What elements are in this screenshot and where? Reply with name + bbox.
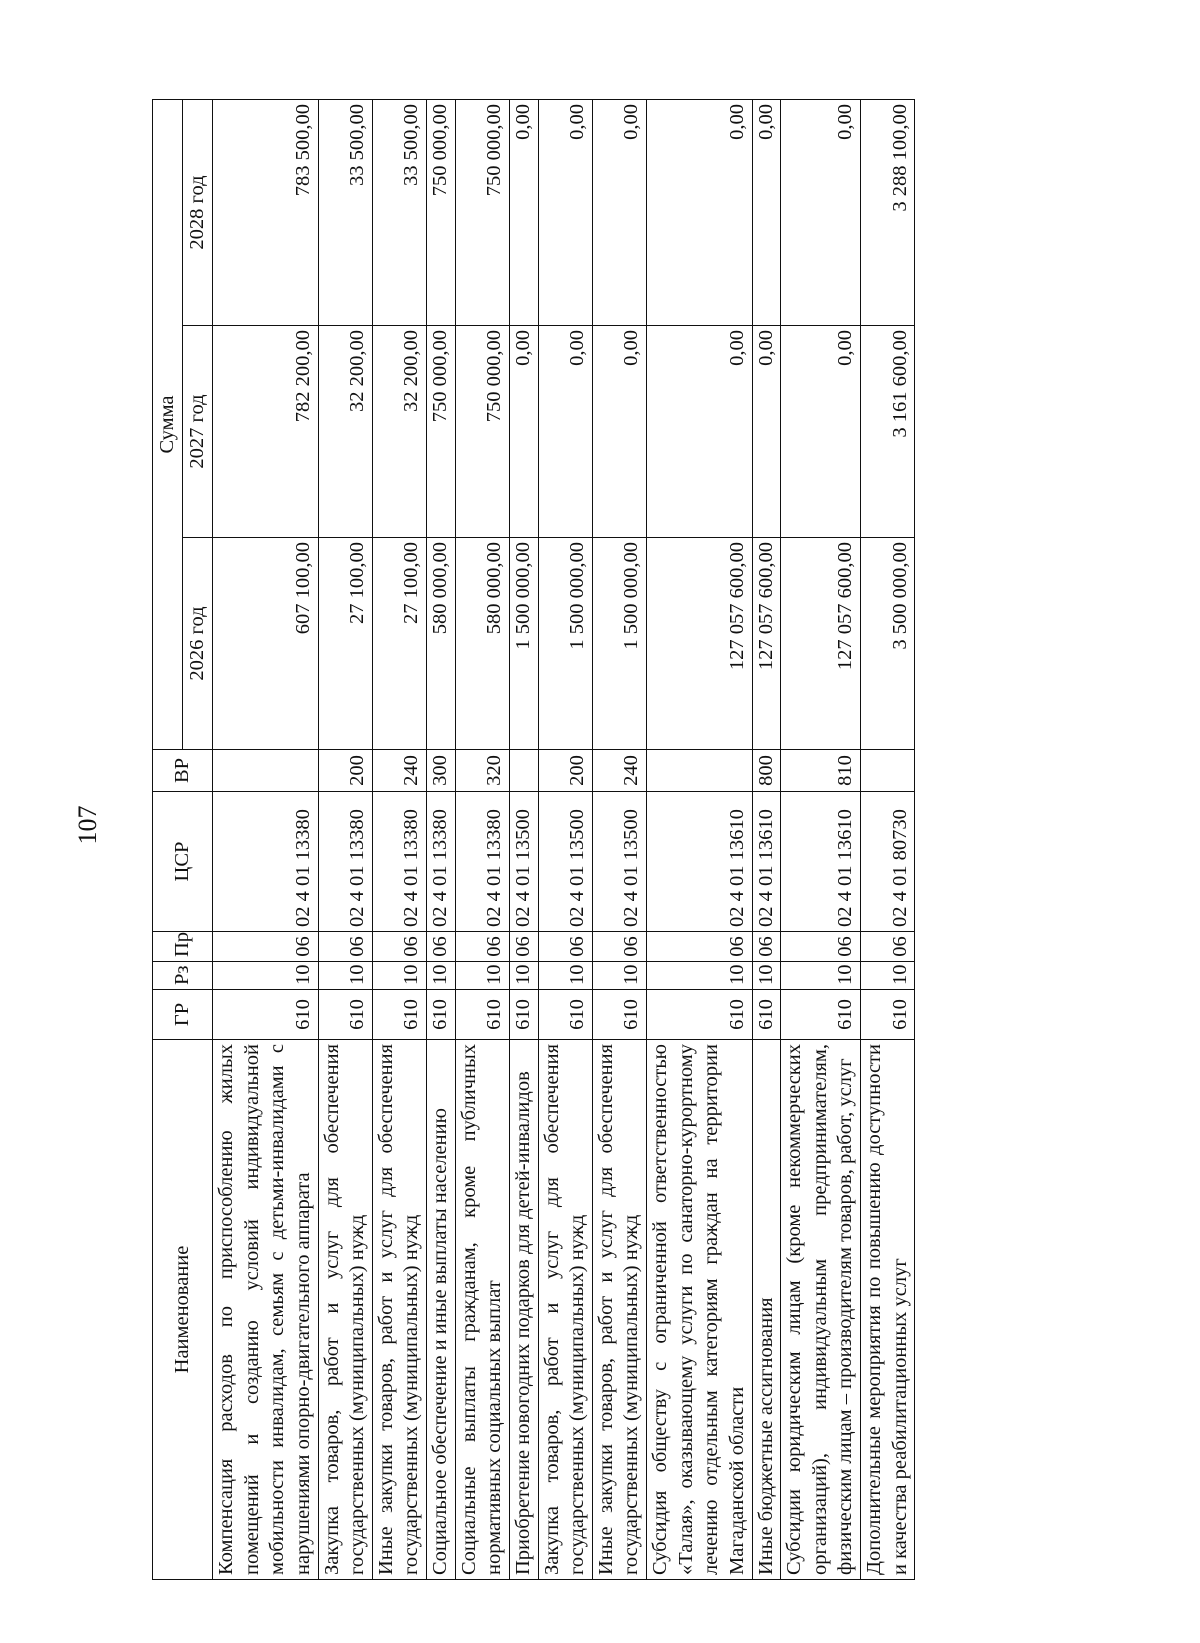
cell-amount-2028: 3 288 100,00 — [861, 99, 915, 325]
header-pr: Пр — [153, 932, 213, 962]
cell-vr: 800 — [752, 750, 781, 792]
cell-pr: 06 — [372, 932, 426, 962]
header-year-2026: 2026 год — [183, 538, 213, 750]
cell-csr: 02 4 01 13380 — [455, 792, 509, 932]
cell-vr: 240 — [592, 750, 646, 792]
cell-rz: 10 — [538, 962, 592, 990]
cell-csr: 02 4 01 13500 — [509, 792, 538, 932]
rotated-table-container — [152, 100, 1042, 1580]
cell-rz: 10 — [781, 962, 861, 990]
cell-name: Субсидия обществу с ограниченной ответственностью «Талая», оказывающему услуги по санаторно-курортному лечению отдельным категориям граждан на территории Магаданской области — [647, 1040, 753, 1580]
table-row — [372, 99, 426, 1579]
cell-pr: 06 — [647, 932, 753, 962]
cell-name: Закупка товаров, работ и услуг для обеспечения государственных (муниципальных) нужд — [538, 1040, 592, 1580]
cell-rz: 10 — [752, 962, 781, 990]
cell-amount-2026: 1 500 000,00 — [509, 538, 538, 750]
cell-gr: 610 — [781, 990, 861, 1040]
cell-csr: 02 4 01 13380 — [318, 792, 372, 932]
cell-amount-2026: 127 057 600,00 — [781, 538, 861, 750]
cell-gr: 610 — [372, 990, 426, 1040]
cell-csr: 02 4 01 13380 — [213, 792, 319, 932]
header-gr: ГР — [153, 990, 213, 1040]
cell-pr: 06 — [213, 932, 319, 962]
cell-rz: 10 — [318, 962, 372, 990]
table-body — [213, 99, 915, 1579]
cell-amount-2027: 0,00 — [538, 326, 592, 538]
cell-name: Иные закупки товаров, работ и услуг для обеспечения государственных (муниципальных) нужд — [592, 1040, 646, 1580]
cell-name: Дополнительные мероприятия по повышению доступности и качества реабилитационных услуг — [861, 1040, 915, 1580]
cell-gr: 610 — [538, 990, 592, 1040]
cell-csr: 02 4 01 13610 — [781, 792, 861, 932]
cell-name: Социальные выплаты гражданам, кроме публичных нормативных социальных выплат — [455, 1040, 509, 1580]
cell-amount-2026: 127 057 600,00 — [647, 538, 753, 750]
cell-rz: 10 — [372, 962, 426, 990]
cell-pr: 06 — [538, 932, 592, 962]
cell-amount-2028: 33 500,00 — [372, 99, 426, 325]
table-header — [153, 99, 213, 1579]
cell-pr: 06 — [318, 932, 372, 962]
cell-amount-2027: 0,00 — [509, 326, 538, 538]
cell-csr: 02 4 01 80730 — [861, 792, 915, 932]
cell-gr: 610 — [752, 990, 781, 1040]
header-year-2027: 2027 год — [183, 326, 213, 538]
cell-amount-2026: 27 100,00 — [318, 538, 372, 750]
header-name: Наименование — [153, 1040, 213, 1580]
table-row — [509, 99, 538, 1579]
cell-rz: 10 — [509, 962, 538, 990]
cell-gr: 610 — [647, 990, 753, 1040]
cell-gr: 610 — [427, 990, 456, 1040]
cell-pr: 06 — [509, 932, 538, 962]
cell-gr: 610 — [213, 990, 319, 1040]
header-vr: ВР — [153, 750, 213, 792]
cell-gr: 610 — [509, 990, 538, 1040]
table-row — [592, 99, 646, 1579]
cell-amount-2028: 0,00 — [538, 99, 592, 325]
cell-amount-2026: 580 000,00 — [455, 538, 509, 750]
cell-amount-2027: 32 200,00 — [372, 326, 426, 538]
table-row — [861, 99, 915, 1579]
cell-vr: 200 — [538, 750, 592, 792]
cell-amount-2028: 0,00 — [509, 99, 538, 325]
header-csr: ЦСР — [153, 792, 213, 932]
cell-rz: 10 — [861, 962, 915, 990]
header-year-2028: 2028 год — [183, 99, 213, 325]
cell-csr: 02 4 01 13500 — [538, 792, 592, 932]
cell-amount-2027: 0,00 — [647, 326, 753, 538]
cell-name: Субсидии юридическим лицам (кроме некоммерческих организаций), индивидуальным предпринимателям, физическим лицам – производителям товаров, работ, услуг — [781, 1040, 861, 1580]
cell-vr — [861, 750, 915, 792]
cell-amount-2028: 0,00 — [647, 99, 753, 325]
budget-table — [152, 99, 915, 1580]
cell-amount-2028: 783 500,00 — [213, 99, 319, 325]
cell-gr: 610 — [592, 990, 646, 1040]
cell-csr: 02 4 01 13610 — [752, 792, 781, 932]
cell-pr: 06 — [455, 932, 509, 962]
table-row — [427, 99, 456, 1579]
cell-amount-2028: 33 500,00 — [318, 99, 372, 325]
cell-amount-2027: 0,00 — [752, 326, 781, 538]
cell-amount-2027: 0,00 — [592, 326, 646, 538]
cell-gr: 610 — [455, 990, 509, 1040]
cell-name: Компенсация расходов по приспособлению жилых помещений и созданию условий индивидуальной мобильности инвалидам, семьям с детьми-инвалидами с нарушениями опорно-двигательного аппарата — [213, 1040, 319, 1580]
cell-pr: 06 — [752, 932, 781, 962]
cell-amount-2028: 0,00 — [592, 99, 646, 325]
cell-name: Закупка товаров, работ и услуг для обеспечения государственных (муниципальных) нужд — [318, 1040, 372, 1580]
cell-vr — [647, 750, 753, 792]
table-row — [213, 99, 319, 1579]
cell-amount-2027: 750 000,00 — [427, 326, 456, 538]
cell-rz: 10 — [455, 962, 509, 990]
cell-pr: 06 — [592, 932, 646, 962]
cell-amount-2027: 32 200,00 — [318, 326, 372, 538]
cell-csr: 02 4 01 13610 — [647, 792, 753, 932]
cell-csr: 02 4 01 13380 — [427, 792, 456, 932]
cell-vr: 320 — [455, 750, 509, 792]
cell-name: Социальное обеспечение и иные выплаты населению — [427, 1040, 456, 1580]
table-row — [752, 99, 781, 1579]
cell-amount-2026: 27 100,00 — [372, 538, 426, 750]
table-row — [318, 99, 372, 1579]
cell-pr: 06 — [427, 932, 456, 962]
cell-rz: 10 — [647, 962, 753, 990]
table-row — [647, 99, 753, 1579]
cell-pr: 06 — [781, 932, 861, 962]
cell-amount-2027: 3 161 600,00 — [861, 326, 915, 538]
cell-csr: 02 4 01 13380 — [372, 792, 426, 932]
cell-rz: 10 — [592, 962, 646, 990]
cell-vr: 200 — [318, 750, 372, 792]
cell-amount-2026: 127 057 600,00 — [752, 538, 781, 750]
cell-rz: 10 — [213, 962, 319, 990]
cell-amount-2026: 580 000,00 — [427, 538, 456, 750]
cell-vr: 300 — [427, 750, 456, 792]
cell-rz: 10 — [427, 962, 456, 990]
cell-amount-2026: 607 100,00 — [213, 538, 319, 750]
cell-name: Иные бюджетные ассигнования — [752, 1040, 781, 1580]
cell-amount-2028: 0,00 — [781, 99, 861, 325]
cell-pr: 06 — [861, 932, 915, 962]
cell-amount-2028: 750 000,00 — [427, 99, 456, 325]
cell-amount-2026: 3 500 000,00 — [861, 538, 915, 750]
cell-vr: 810 — [781, 750, 861, 792]
cell-name: Приобретение новогодних подарков для детей-инвалидов — [509, 1040, 538, 1580]
cell-vr — [213, 750, 319, 792]
table-row — [455, 99, 509, 1579]
cell-name: Иные закупки товаров, работ и услуг для обеспечения государственных (муниципальных) нужд — [372, 1040, 426, 1580]
page-number: 107 — [73, 805, 102, 845]
cell-csr: 02 4 01 13500 — [592, 792, 646, 932]
cell-amount-2027: 750 000,00 — [455, 326, 509, 538]
cell-amount-2026: 1 500 000,00 — [592, 538, 646, 750]
header-sum: Сумма — [153, 99, 183, 749]
cell-vr: 240 — [372, 750, 426, 792]
cell-amount-2026: 1 500 000,00 — [538, 538, 592, 750]
header-rz: Рз — [153, 962, 213, 990]
cell-gr: 610 — [318, 990, 372, 1040]
table-row — [538, 99, 592, 1579]
table-row — [781, 99, 861, 1579]
cell-amount-2027: 782 200,00 — [213, 326, 319, 538]
cell-vr — [509, 750, 538, 792]
cell-gr: 610 — [861, 990, 915, 1040]
cell-amount-2028: 750 000,00 — [455, 99, 509, 325]
cell-amount-2028: 0,00 — [752, 99, 781, 325]
cell-amount-2027: 0,00 — [781, 326, 861, 538]
